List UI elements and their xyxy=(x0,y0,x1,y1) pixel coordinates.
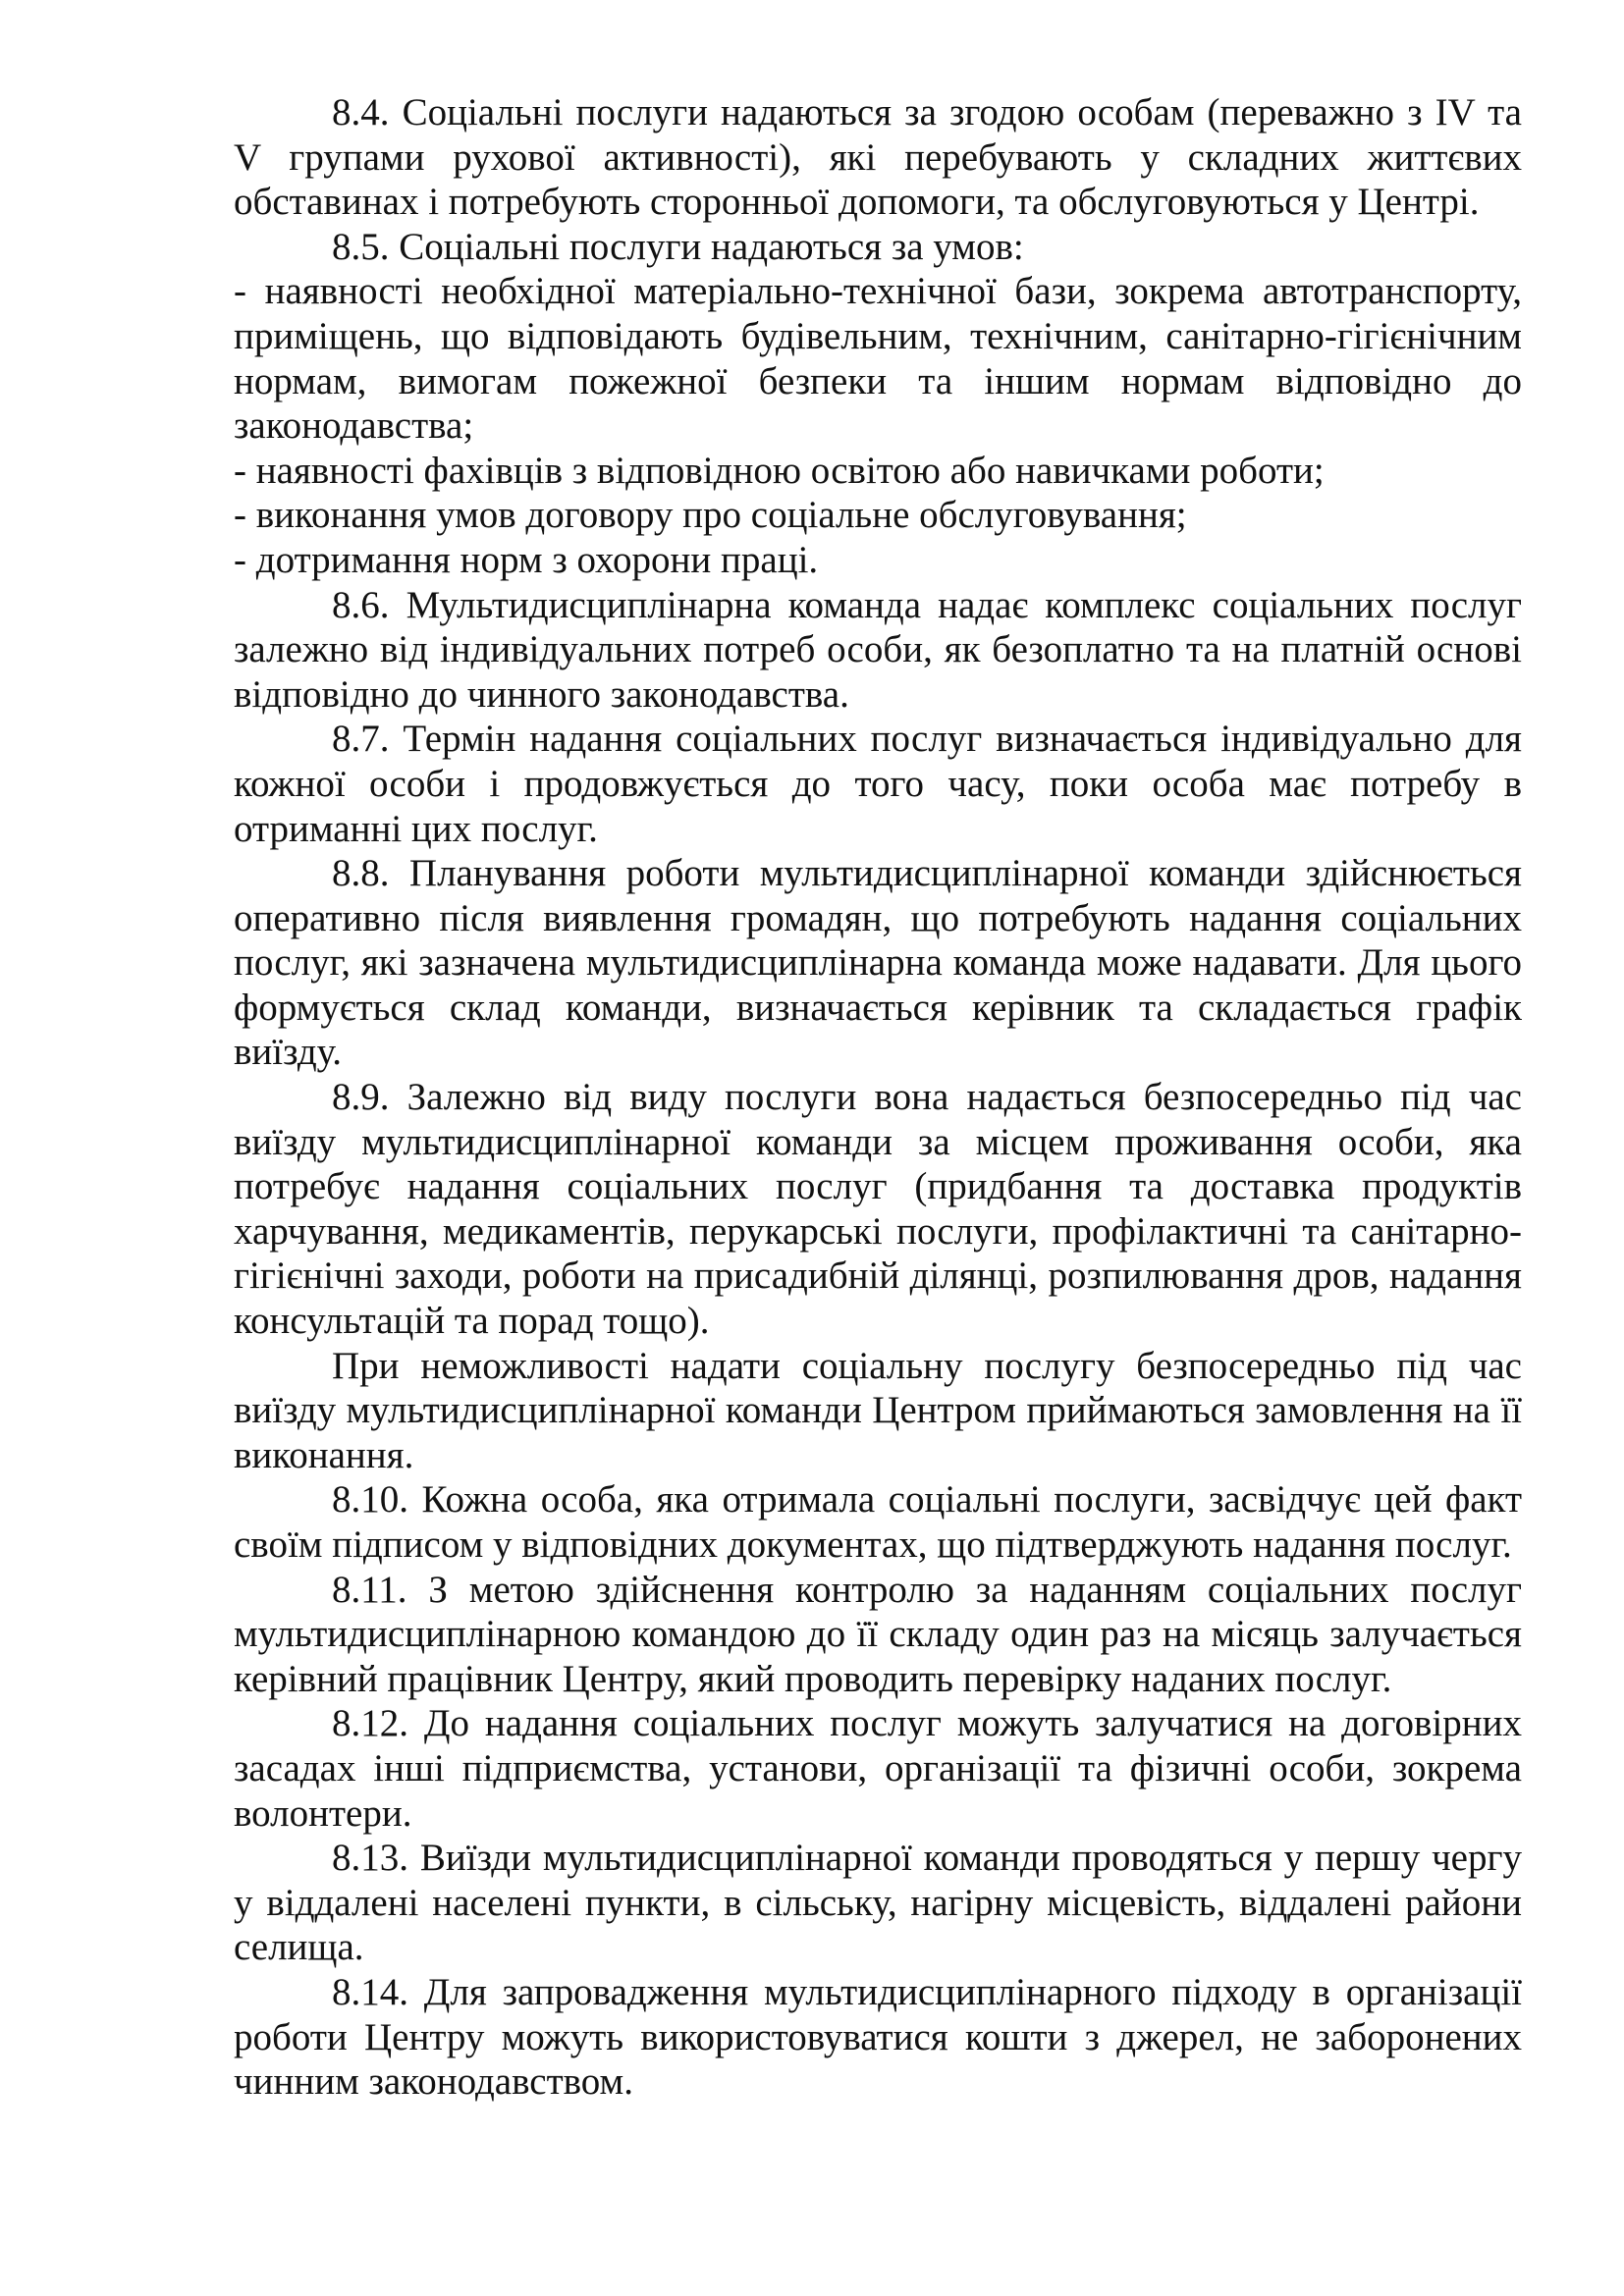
paragraph-8-9: 8.9. Залежно від виду послуги вона надається безпосередньо під час виїзду мультидисциплінарної команди за місцем проживання особи, яка потребує надання соціальних послуг (придбання та доставка продуктів харчування, медикаментів, перукарські послуги, профілактичні та санітарно-гігієнічні заходи, роботи на присадибній ділянці, розпилювання дров, надання консультацій та порад тощо). xyxy=(234,1076,1522,1343)
paragraph-8-7: 8.7. Термін надання соціальних послуг визначається індивідуально для кожної особи і продовжується до того часу, поки особа має потребу в отриманні цих послуг. xyxy=(234,718,1522,850)
list-item: - наявності фахівців з відповідною освітою або навичками роботи; xyxy=(234,449,1325,492)
paragraph-8-4: 8.4. Соціальні послуги надаються за згодою особам (переважно з ІV та V групами рухової активності), які перебувають у складних життєвих обставинах і потребують сторонньої допомоги, та обслуговуються у Центрі. xyxy=(234,91,1522,224)
paragraph-8-13: 8.13. Виїзди мультидисциплінарної команди проводяться у першу чергу у віддалені населені пункти, в сільську, нагірну місцевість, віддалені райони селища. xyxy=(234,1837,1522,1969)
list-item: - виконання умов договору про соціальне обслуговування; xyxy=(234,494,1187,537)
paragraph-8-5: 8.5. Соціальні послуги надаються за умов: xyxy=(332,225,1024,268)
paragraph-8-10: 8.10. Кожна особа, яка отримала соціальні послуги, засвідчує цей факт своїм підписом у відповідних документах, що підтверджують надання послуг. xyxy=(234,1478,1522,1566)
list-item: - наявності необхідної матеріально-технічної бази, зокрема автотранспорту, приміщень, що відповідають будівельним, технічним, санітарно-гігієнічним нормам, вимогам пожежної безпеки та іншим нормам відповідно до законодавства; xyxy=(234,270,1522,448)
list-item: - дотримання норм з охорони праці. xyxy=(234,538,819,581)
paragraph-8-8: 8.8. Планування роботи мультидисциплінарної команди здійснюється оперативно після виявлення громадян, що потребують надання соціальних послуг, які зазначена мультидисциплінарна команда може надавати. Для цього формується склад команди, визначається керівник та складається графік виїзду. xyxy=(234,852,1522,1074)
paragraph-8-12: 8.12. До надання соціальних послуг можуть залучатися на договірних засадах інші підприємства, установи, організації та фізичні особи, зокрема волонтери. xyxy=(234,1702,1522,1835)
document-page xyxy=(234,90,1522,2105)
paragraph-8-11: 8.11. З метою здійснення контролю за наданням соціальних послуг мультидисциплінарною командою до її складу один раз на місяць залучається керівний працівник Центру, який проводить перевірку наданих послуг. xyxy=(234,1568,1522,1700)
paragraph-8-14: 8.14. Для запровадження мультидисциплінарного підходу в організації роботи Центру можуть використовуватися кошти з джерел, не заборонених чинним законодавством. xyxy=(234,1970,1522,2104)
paragraph-8-6: 8.6. Мультидисциплінарна команда надає комплекс соціальних послуг залежно від індивідуальних потреб особи, як безоплатно та на платній основі відповідно до чинного законодавства. xyxy=(234,583,1522,716)
paragraph-orders: При неможливості надати соціальну послугу безпосередньо під час виїзду мультидисциплінарної команди Центром приймаються замовлення на її виконання. xyxy=(234,1344,1522,1476)
